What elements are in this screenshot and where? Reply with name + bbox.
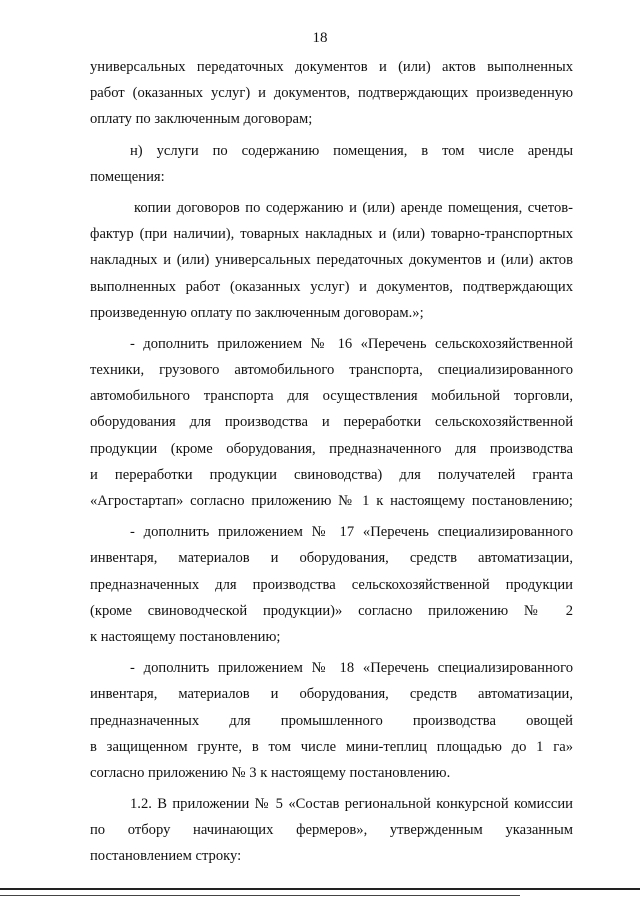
text-line: - дополнить приложением № 18 «Перечень специализированного — [130, 660, 573, 677]
paragraph — [90, 195, 573, 326]
text-line: инвентаря, материалов и оборудования, средств автоматизации, — [90, 550, 573, 567]
text-line: фактур (при наличии), товарных накладных и (или) товарно-транспортных — [90, 226, 573, 243]
text-line: «Агростартап» согласно приложению № 1 к настоящему постановлению; — [90, 493, 573, 509]
text-line: техники, грузового автомобильного транспорта, специализированного — [90, 362, 573, 379]
text-line: 1.2. В приложении № 5 «Состав региональной конкурсной комиссии — [130, 796, 573, 813]
text-line: и переработки продукции свиноводства) для получателей гранта — [90, 466, 573, 483]
text-line: продукции (кроме оборудования, предназначенного для производства — [90, 440, 573, 457]
page-number: 18 — [312, 30, 328, 46]
text-line: автомобильного транспорта для осуществления мобильной торговли, — [90, 388, 573, 405]
text-line: предназначенных для промышленного производства овощей — [90, 712, 573, 729]
text-line: к настоящему постановлению; — [90, 628, 281, 645]
text-line: оплату по заключенным договорам; — [90, 111, 313, 128]
text-line: н) услуги по содержанию помещения, в том числе аренды — [130, 142, 573, 159]
paragraph — [90, 138, 573, 190]
text-line: инвентаря, материалов и оборудования, средств автоматизации, — [90, 686, 573, 703]
text-line: - дополнить приложением № 16 «Перечень сельскохозяйственной — [130, 335, 573, 352]
document-body — [90, 54, 573, 870]
paragraph — [90, 655, 573, 786]
text-line: в защищенном грунте, в том числе мини-теплиц площадью до 1 га» — [90, 738, 573, 755]
text-line: копии договоров по содержанию и (или) аренде помещения, счетов- — [134, 199, 573, 216]
text-line: оборудования для производства и переработки сельскохозяйственной — [90, 414, 573, 431]
paragraph — [90, 331, 573, 514]
text-line: согласно приложению № 3 к настоящему постановлению. — [90, 764, 451, 781]
paragraph — [90, 54, 573, 133]
footer-rule — [0, 888, 640, 890]
footer-rule-secondary — [0, 895, 520, 896]
text-line: универсальных передаточных документов и (или) актов выполненных — [90, 59, 573, 75]
text-line: накладных и (или) универсальных передаточных документов и (или) актов — [90, 252, 573, 269]
text-line: - дополнить приложением № 17 «Перечень специализированного — [130, 524, 573, 541]
text-line: выполненных работ (оказанных услуг) и документов, подтверждающих — [90, 278, 573, 295]
paragraph — [90, 791, 573, 870]
text-line: помещения: — [90, 168, 165, 185]
text-line: произведенную оплату по заключенным договорам.»; — [90, 304, 424, 321]
text-line: предназначенных для производства сельскохозяйственной продукции — [90, 576, 573, 593]
text-line: по отбору начинающих фермеров», утвержденным указанным — [90, 822, 573, 839]
text-line: работ (оказанных услуг) и документов, подтверждающих произведенную — [90, 85, 573, 102]
text-line: постановлением строку: — [90, 848, 242, 865]
text-line: (кроме свиноводческой продукции)» согласно приложению № 2 — [90, 602, 573, 619]
paragraph — [90, 519, 573, 650]
